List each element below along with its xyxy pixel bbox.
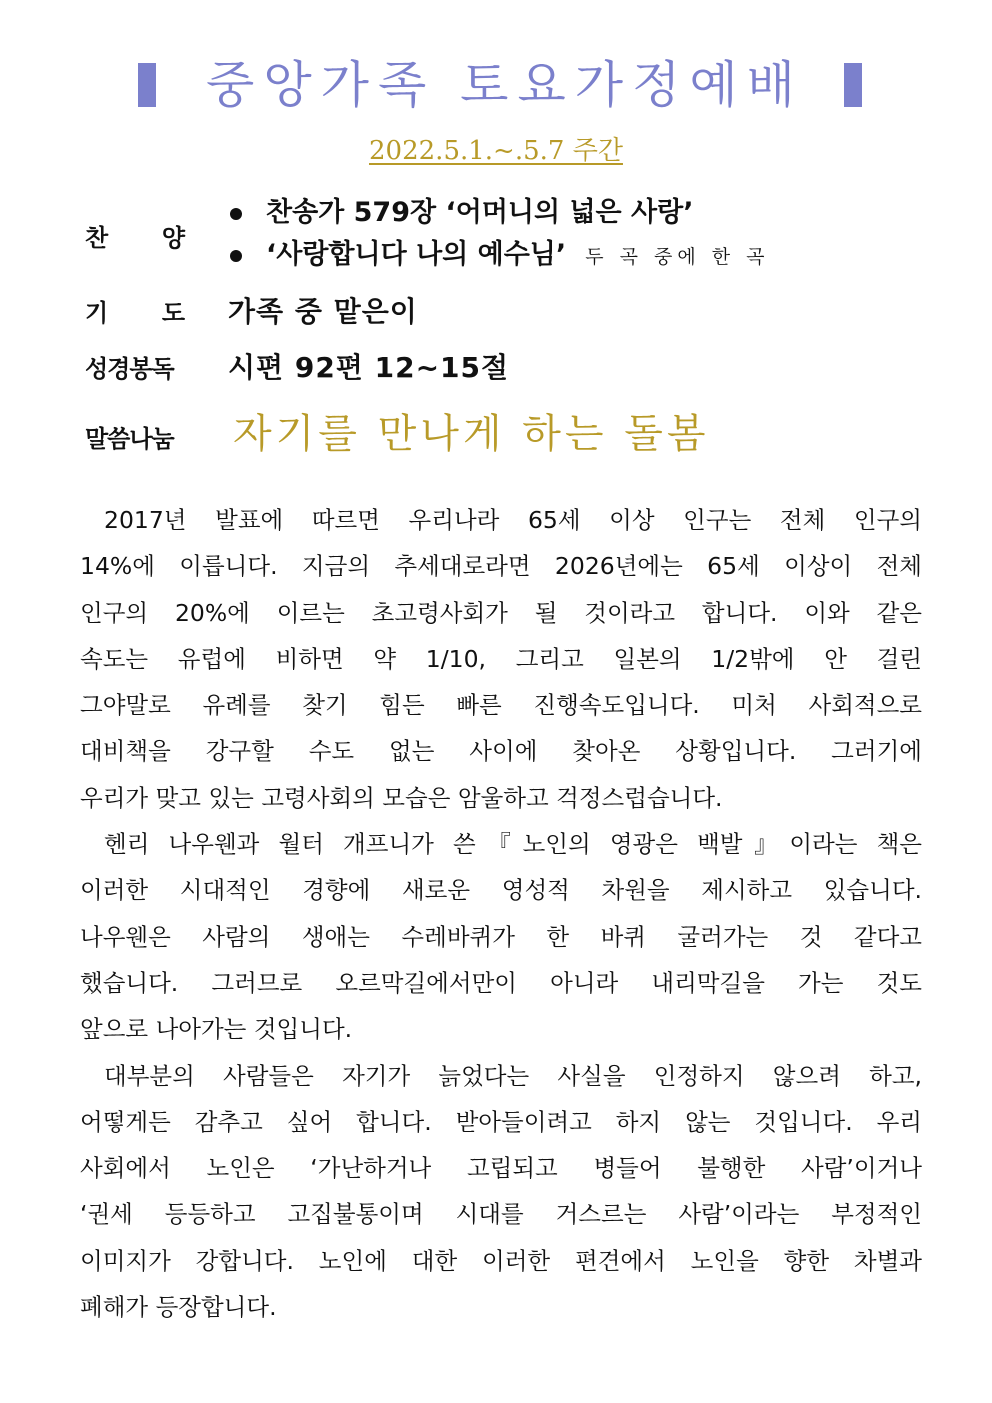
body-line: 나우웬은 사람의 생애는 수레바퀴가 한 바퀴 굴러가는 것 같다고 — [80, 922, 922, 951]
body-line: 대부분의 사람들은 자기가 늙었다는 사실을 인정하지 않으려 하고, — [104, 1061, 922, 1090]
body-line: 이미지가 강합니다. 노인에 대한 이러한 편견에서 노인을 향한 차별과 — [80, 1246, 922, 1275]
prayer-label-char-2: 도 — [161, 299, 185, 327]
prayer-value: 가족 중 맡은이 — [228, 295, 418, 328]
hymn-text: 찬송가 579장 ‘어머니의 넓은 사랑’ — [266, 197, 694, 228]
bullet-icon — [230, 250, 242, 262]
body-line: 사회에서 노인은 ‘가난하거나 고립되고 병들어 불행한 사람’이거나 — [80, 1154, 922, 1183]
scripture-label: 성경봉독 — [85, 355, 174, 383]
body-line: ‘권세 등등하고 고집불통이며 시대를 거스르는 사람’이라는 부정적인 — [80, 1200, 922, 1229]
hymn-text: ‘사랑합니다 나의 예수님’ — [266, 239, 567, 270]
page-title: 중앙가족 토요가정예배 — [206, 56, 804, 114]
body-line: 어떻게든 감추고 싶어 합니다. 받아들이려고 하지 않는 것입니다. 우리 — [80, 1107, 922, 1136]
sermon-title: 자기를 만나게 하는 돌봄 — [233, 411, 710, 457]
body-line: 앞으로 나아가는 것입니다. — [80, 1015, 353, 1044]
prayer-label — [85, 293, 185, 328]
sermon-label: 말씀나눔 — [85, 425, 174, 453]
sermon-body — [80, 497, 922, 1330]
bullet-icon — [230, 208, 242, 220]
praise-label-char-1: 찬 — [85, 224, 109, 252]
body-line: 이러한 시대적인 경향에 새로운 영성적 차원을 제시하고 있습니다. — [80, 876, 922, 905]
body-line: 인구의 20%에 이르는 초고령사회가 될 것이라고 합니다. 이와 같은 — [80, 598, 922, 627]
body-line: 속도는 유럽에 비하면 약 1/10, 그리고 일본의 1/2밖에 안 걸린 — [80, 644, 922, 673]
week-subtitle: 2022.5.1.~.5.7 주간 — [369, 136, 623, 166]
body-line: 우리가 맞고 있는 고령사회의 모습은 암울하고 걱정스럽습니다. — [80, 783, 723, 812]
body-line: 그야말로 유례를 찾기 힘든 빠른 진행속도입니다. 미처 사회적으로 — [80, 691, 922, 720]
praise-label-char-2: 양 — [161, 224, 185, 252]
hymn-item — [228, 234, 770, 276]
title-bar-right — [844, 63, 862, 107]
hymn-note: 두 곡 중에 한 곡 — [585, 246, 770, 268]
scripture-value: 시편 92편 12~15절 — [228, 351, 510, 384]
body-line: 대비책을 강구할 수도 없는 사이에 찾아온 상황입니다. 그러기에 — [80, 737, 922, 766]
body-line: 폐해가 등장합니다. — [80, 1293, 277, 1322]
body-line: 2017년 발표에 따르면 우리나라 65세 이상 인구는 전체 인구의 — [104, 506, 922, 534]
hymn-list — [228, 192, 770, 276]
prayer-label-char-1: 기 — [85, 299, 109, 327]
title-bar-left — [138, 63, 156, 107]
body-line: 했습니다. 그러므로 오르막길에서만이 아니라 내리막길을 가는 것도 — [80, 968, 922, 997]
body-line: 14%에 이릅니다. 지금의 추세대로라면 2026년에는 65세 이상이 전체 — [80, 552, 922, 581]
title-row — [0, 45, 992, 125]
hymn-item — [228, 192, 770, 234]
praise-label — [85, 218, 185, 253]
body-line: 헨리 나우웬과 월터 개프니가 쓴『노인의 영광은 백발』이라는 책은 — [104, 830, 922, 859]
